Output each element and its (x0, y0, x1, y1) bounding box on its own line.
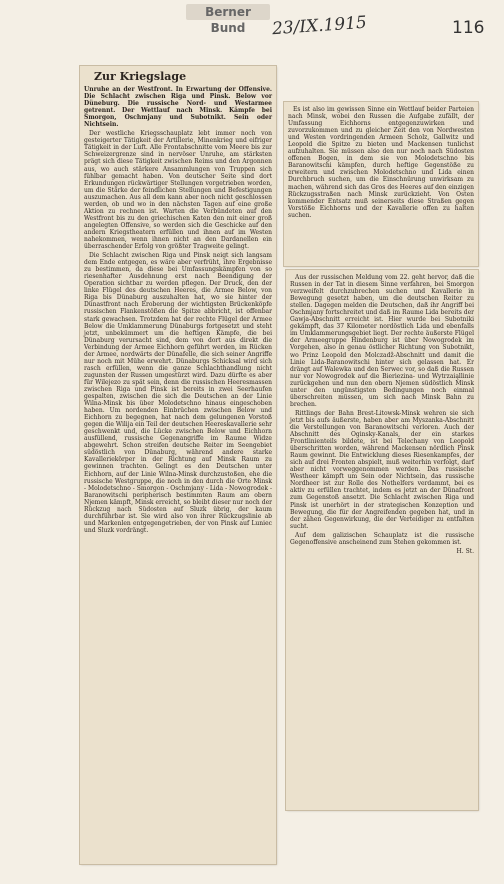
article-paragraph: Aus der russischen Meldung vom 22. geht hervor, daß die Russen in der Tat in diesem Sinne verfahren, bei Smorgon verzweifelt durchzubrechen suchen und Kavallerie in Bewegung gesetzt haben, um die deutschen Reiter zu stellen. Dagegen melden die Deutschen, daß ihr Angriff bei Oschmjany fortschreitet und daß im Raume Lida bereits der Gawja-Abschnitt erreicht ist. Hier wurde bei Subotniki gekämpft, das 37 Kilometer nordöstlich Lida und ebenfalls im Umklammerungsgebiet liegt. Der rechte äußerste Flügel der Armeegruppe Hindenburg ist über Nowogrodek im Vorgehen, also in genau östlicher Richtung von Subotnikt, wo Prinz Leopold den Molczadž-Abschnitt und damit die Linie Lida-Baranowitschi hinter sich gelassen hat. Er drängt auf Walewka und den Serwec vor, so daß die Russen nur vor Nowogrodek auf die Bieriezina- und Wytrzaiąllinie zurückgehen und nun den obern Njemen südöstlich Minsk unter den ungünstigsten Bedingungen noch einmal überschreiten müssen, um sich nach Minsk Bahn zu brechen. (290, 274, 474, 408)
article-paragraph: Der westliche Kriegsschauplatz lebt immer noch von gesteigerter Tätigkeit der Artillerie, Minenkrieg und eifriger Tätigkeit in der Luft. Alle Frontabschnitte vom Meere bis zur Schweizergrenze sind in nervöser Unruhe, am stärksten prägt sich diese Tätigkeit zwischen Reims und den Argonnen aus, wo auch stärkere Ansammlungen von Truppen sich fühlbar gemacht haben. Von deutscher Seite sind dort Erkundungen rückwärtiger Stellungen vorgetrieben worden, um die Stärke der feindlichen Stellungen und Befestigungen auszumachen. Aus all dem kann aber noch nicht geschlossen werden, ob und wo in den nächsten Tagen auf eine große Aktion zu rechnen ist. Warten die Verbündeten auf den Westfront bis zu den griechischen Katen den mit einer groß angelegten Offensive, so werden sich die Geschicke auf den andern Kriegstheatern erfüllen und ihnen auf im Westen nahekommen, wenn ihnen nicht an den Dardanellen ein überraschender Erfolg von größter Tragweite gelingt. (84, 130, 272, 251)
article-paragraph: Es ist also im gewissen Sinne ein Wettlauf beider Parteien nach Minsk, wobei den Russen die Aufgabe zufällt, der Umfassung Eichhorns entgegenzuwirken und zuvorzukommen und zu gleicher Zeit den von Nordwesten und Westen vordringenden Armeen Scholz, Gallwitz und Leopold die Spitze zu bieten und Mackensen tunlichst aufzuhalten. Sie müssen also den nur noch nach Südosten offenen Bogen, in dem sie von Molodetschno bis Baranowitschi kämpfen, durch heftige Gegenstöße zu erweitern und zwischen Molodetschno und Lida einen Durchbruch suchen, um die Einschnürung unwirksam zu machen, während sich das Gros des Heeres auf den einzigen Rückzugsstraßen nach Minsk zurückzieht. Von Osten kommender Entsatz muß seinerseits diese Straßen gegen Vorstöße Eichhorns und der Kavallerie offen zu halten suchen. (288, 106, 474, 219)
article-paragraph: Die Schlacht zwischen Riga und Pinsk neigt sich langsam dem Ende entgegen, es wäre aber verfrüht, ihre Ergebnisse zu bestimmen, da diese bei Umfassungskämpfen von so riesenhafter Ausdehnung erst nach Beendigung der Operation sichtbar zu werden pflegen. Der Druck, den der linke Flügel des deutschen Heeres, die Armee Below, von Riga bis Dünaburg auszuhalten hat, wo sie hinter der Dünastfront nach Eroberung der wichtigsten Brückenköpfe russischen Flankenstößen die Spitze abbricht, ist offenbar stark gewachsen. Trotzdem hat der rechte Flügel der Armee Below die Umklammerung Dünaburgs fortgesetzt und steht jetzt, unbekümmert um die heftigen Kämpfe, die bei Dünaburg verursacht sind, dem von dort aus direkt die Verbindung der Armee Eichhorn geführt werden, im Rücken der Armee, nordwärts der Dünafelle, die sich seiner Angriffe nur noch mit Mühe erwehrt. Dünaburgs Schicksal wird sich rasch erfüllen, wenn die ganze Schlachthandlung nicht zugunsten der Russen umgestürzt wird. Dazu dürfte es aber für Wilejezo zu spät sein, denn die russischen Heeresmassen zwischen Riga und Pinsk ist bereits in zwei Seerhaufen gespalten, zwischen die sich die Deutschen an der Linie Wilna-Minsk bis über Molodetschno hinaus eingeschoben haben. Um nordenden Einbrüchen zwischen Below und Eichhorn zu begegnen, hat nach dem gelungenen Vorstoß gegen die Wilija ein Teil der deutschen Heereskavallerie sehr geschwenkt und, die Lücke zwischen Below und Eichhorn ausfüllend, russische Gegenangriffe im Raume Widze abgewehrt. Schon streifen deutsche Reiter im Seengebiet südöstlich von Dünaburg, während andere starke Kavalleriekörper in der Richtung auf Minsk Raum zu gewinnen trachten. Gelingt es den Deutschen unter Eichhorn, auf der Linie Wilna-Minsk durchzustoßen, ehe die russische Westgruppe, die noch in den durch die Orte Minsk - Molodetschno - Smorgon - Oschmjany - Lida - Nowogrodek - Baranowitschi peripherisch bestimmten Raum am obern Njemen kämpft, Minsk erreicht, so bleibt dieser nur noch der Rückzug nach Südosten auf Sluzk übrig, der kaum durchführbar ist. Sie wird also von ihrer Rückzugslinie ab und Markenlen entgegengetrieben, der von Pinsk auf Luniec und Sluzk vordrängt. (84, 252, 272, 534)
article-paragraph: Rittlings der Bahn Brest-Litowsk-Minsk wehren sie sich jetzt bis aufs äußerste, haben aber am Myszanka-Abschnitt die Verstellungen von Baranowitschi verloren. Auch der Abschnitt des Oginsky-Kanals, der ein starkes Frontlinienteils bildete, ist bei Telechany von Leopold überschritten worden, während Mackensen nördlich Pinsk Raum gewinnt. Die Entwicklung dieses Riesenkampfes, der sich auf drei Fronten abspielt, muß weiterhin verfolgt, darf aber nicht vorweggenommen werden. Das russische Westheer kämpft um Sein oder Nichtsein, das russische Nordheer ist zur Rolle des Nothelfers verdammt, bei es aktiv zu erfüllen trachtet, indem es jetzt an der Dünafront zum Gegenstoß ansetzt. Die Schlacht zwischen Riga und Pinsk ist unerhört in der strategischen Konzeption und Bewegung, die für der Angreifenden gegeben hat, und in der zähen Gegenwirkung, die der Verteidiger zu entfalten sucht. (290, 409, 474, 530)
newspaper-stamp: Berner Bund (186, 4, 270, 20)
sheet-header (0, 0, 504, 40)
article-paragraph: Auf dem galizischen Schauplatz ist die russische Gegenoffensive anscheinend zum Stehen gekommen ist. (290, 531, 474, 546)
right-bottom-clipping (286, 270, 478, 810)
right-top-clipping (284, 102, 478, 266)
handwritten-date: 23/IX.1915 (271, 12, 368, 40)
page-number: 116 (452, 18, 485, 38)
article-summary: Unruhe an der Westfront. In Erwartung der Offensive. Die Schlacht zwischen Riga und Pinsk. Below vor Düneburg. Die russische Nord- und Westarmee getrennt. Der Wettlauf nach Minsk. Kämpfe bei Smorgon, Oschmjany und Subotnikt. Sein oder Nichtsein. (84, 86, 272, 129)
author-signature: H. St. (456, 547, 474, 555)
article-title: Zur Kriegslage (94, 70, 187, 83)
left-clipping (80, 66, 276, 864)
